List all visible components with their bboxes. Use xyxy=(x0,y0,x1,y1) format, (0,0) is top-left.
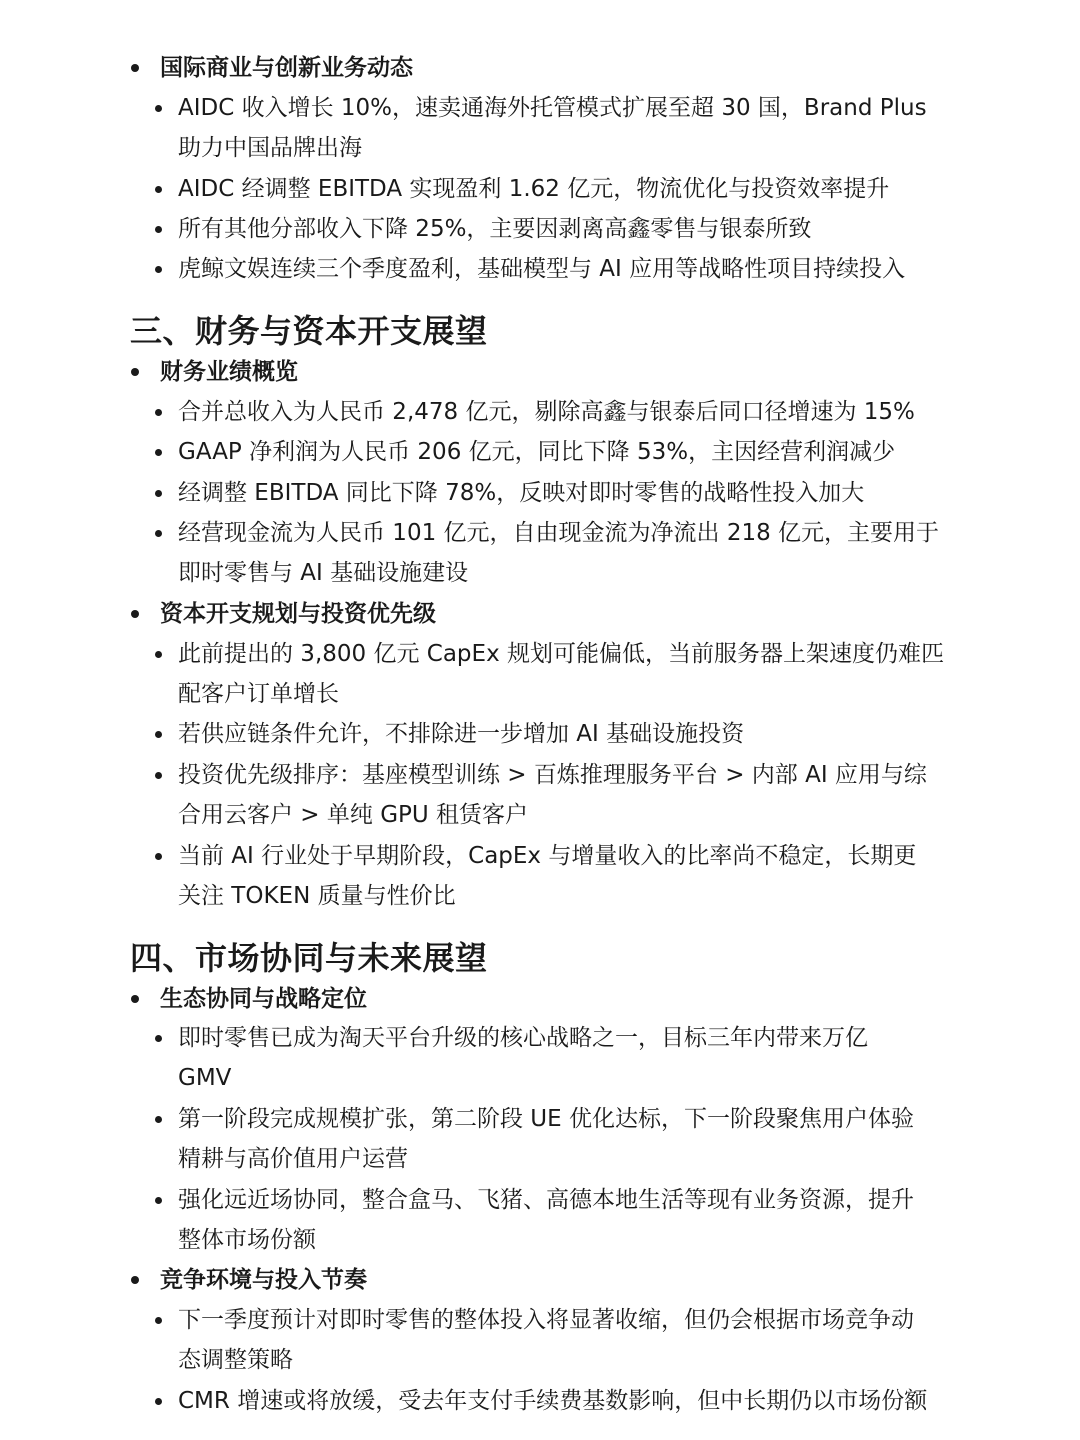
list-item xyxy=(178,755,978,836)
sub-bullet-icon xyxy=(155,490,162,497)
sub-bullet-icon xyxy=(155,731,162,738)
list-item-line: 配客户订单增长 xyxy=(178,681,339,708)
sub-bullet-icon xyxy=(155,1197,162,1204)
list-item-line: 经营现金流为人民币 101 亿元，自由现金流为净流出 218 亿元，主要用于 xyxy=(178,520,940,546)
section-heading: 四、市场协同与未来展望 xyxy=(130,939,488,977)
sub-bullet-icon xyxy=(155,1398,162,1405)
list-heading: 财务业绩概览 xyxy=(160,359,298,385)
sub-bullet-icon xyxy=(155,1116,162,1123)
list-item-line: 虎鲸文娱连续三个季度盈利，基础模型与 AI 应用等战略性项目持续投入 xyxy=(178,256,906,282)
list-heading: 国际商业与创新业务动态 xyxy=(160,55,413,81)
list-item xyxy=(178,473,978,513)
list-item-line: 即时零售与 AI 基础设施建设 xyxy=(178,560,469,587)
bullet-icon xyxy=(131,368,139,376)
list-item-line: 此前提出的 3,800 亿元 CapEx 规划可能偏低，当前服务器上架速度仍难匹 xyxy=(178,641,944,667)
list-item-line: AIDC 经调整 EBITDA 实现盈利 1.62 亿元，物流优化与投资效率提升 xyxy=(178,176,890,202)
bullet-icon xyxy=(131,64,139,72)
list-item xyxy=(178,249,978,289)
list-item-line: AIDC 收入增长 10%，速卖通海外托管模式扩展至超 30 国，Brand Plus xyxy=(178,95,927,121)
list-item xyxy=(178,1099,978,1180)
sub-bullet-icon xyxy=(155,651,162,658)
list-item-line: CMR 增速或将放缓，受去年支付手续费基数影响，但中长期仍以市场份额 xyxy=(178,1388,928,1414)
list-item xyxy=(178,513,978,594)
list-heading: 资本开支规划与投资优先级 xyxy=(160,601,436,627)
list-item xyxy=(178,1381,978,1421)
list-item xyxy=(178,836,978,917)
sub-bullet-icon xyxy=(155,266,162,273)
list-item-line: 当前 AI 行业处于早期阶段，CapEx 与增量收入的比率尚不稳定，长期更 xyxy=(178,843,917,869)
list-item-line: 合并总收入为人民币 2,478 亿元，剔除高鑫与银泰后同口径增速为 15% xyxy=(178,399,915,425)
list-item-line: 态调整策略 xyxy=(178,1347,293,1374)
list-item-line: 投资优先级排序：基座模型训练 > 百炼推理服务平台 > 内部 AI 应用与综 xyxy=(178,762,927,788)
list-item-line: 下一季度预计对即时零售的整体投入将显著收缩，但仍会根据市场竞争动 xyxy=(178,1307,914,1333)
list-item xyxy=(178,714,978,754)
list-item-line: 第一阶段完成规模扩张，第二阶段 UE 优化达标，下一阶段聚焦用户体验 xyxy=(178,1106,914,1132)
sub-bullet-icon xyxy=(155,772,162,779)
list-heading: 生态协同与战略定位 xyxy=(160,986,367,1012)
list-item xyxy=(178,432,978,472)
bullet-icon xyxy=(131,1276,139,1284)
sub-bullet-icon xyxy=(155,1035,162,1042)
list-item-line: 经调整 EBITDA 同比下降 78%，反映对即时零售的战略性投入加大 xyxy=(178,480,865,506)
bullet-icon xyxy=(131,610,139,618)
list-item xyxy=(178,88,978,169)
list-heading: 竞争环境与投入节奏 xyxy=(160,1267,367,1293)
list-item-line: 助力中国品牌出海 xyxy=(178,135,362,162)
sub-bullet-icon xyxy=(155,226,162,233)
list-item-line: 关注 TOKEN 质量与性价比 xyxy=(178,883,456,910)
list-item-line: 合用云客户 > 单纯 GPU 租赁客户 xyxy=(178,802,529,829)
section-heading: 三、财务与资本开支展望 xyxy=(130,312,488,350)
sub-bullet-icon xyxy=(155,409,162,416)
list-item xyxy=(178,392,978,432)
list-item-line: 若供应链条件允许，不排除进一步增加 AI 基础设施投资 xyxy=(178,721,745,747)
list-item xyxy=(178,634,978,715)
sub-bullet-icon xyxy=(155,530,162,537)
sub-bullet-icon xyxy=(155,105,162,112)
bullet-icon xyxy=(131,995,139,1003)
list-item xyxy=(178,169,978,209)
list-item xyxy=(178,209,978,249)
list-item xyxy=(178,1300,978,1381)
sub-bullet-icon xyxy=(155,186,162,193)
sub-bullet-icon xyxy=(155,1317,162,1324)
list-item-line: GMV xyxy=(178,1065,232,1092)
list-item-line: 即时零售已成为淘天平台升级的核心战略之一，目标三年内带来万亿 xyxy=(178,1025,868,1051)
list-item-line: GAAP 净利润为人民币 206 亿元，同比下降 53%，主因经营利润减少 xyxy=(178,439,896,465)
list-item-line: 强化远近场协同，整合盒马、飞猪、高德本地生活等现有业务资源，提升 xyxy=(178,1187,914,1213)
list-item-line: 所有其他分部收入下降 25%，主要因剥离高鑫零售与银泰所致 xyxy=(178,216,812,242)
list-item-line: 整体市场份额 xyxy=(178,1227,316,1254)
list-item xyxy=(178,1018,978,1099)
list-item-line: 精耕与高价值用户运营 xyxy=(178,1146,408,1173)
sub-bullet-icon xyxy=(155,853,162,860)
sub-bullet-icon xyxy=(155,449,162,456)
list-item xyxy=(178,1180,978,1261)
